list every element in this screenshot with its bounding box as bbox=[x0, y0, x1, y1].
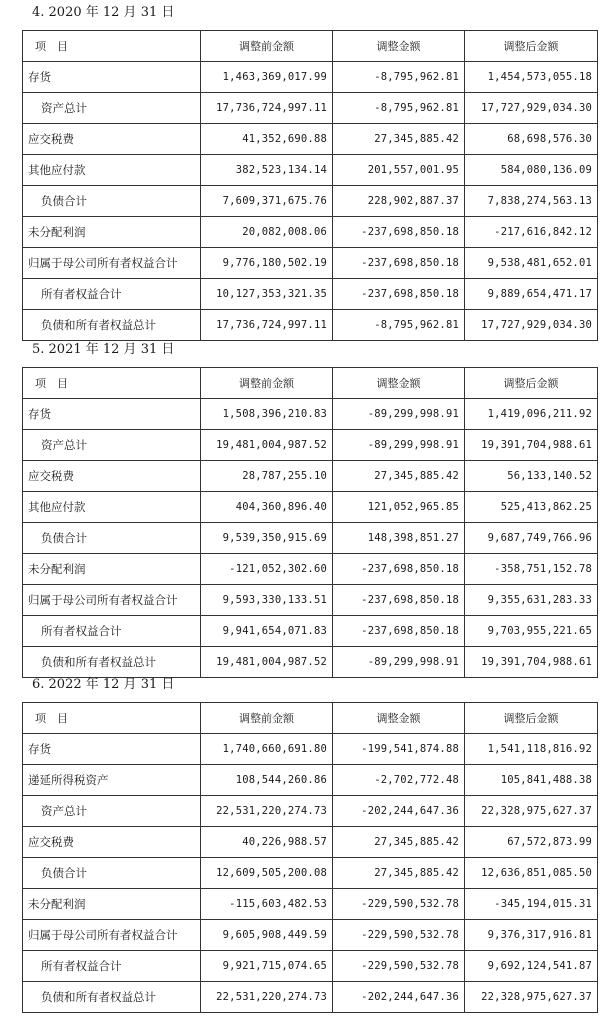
after-value: -345,194,015.31 bbox=[465, 889, 598, 920]
row-label: 资产总计 bbox=[23, 93, 201, 124]
row-label: 归属于母公司所有者权益合计 bbox=[23, 920, 201, 951]
table-header-row bbox=[23, 703, 598, 734]
table-row bbox=[23, 186, 598, 217]
before-value: 12,609,505,200.08 bbox=[201, 858, 333, 889]
row-label: 归属于母公司所有者权益合计 bbox=[23, 585, 201, 616]
before-value: 20,082,008.06 bbox=[201, 217, 333, 248]
before-value: 22,531,220,274.73 bbox=[201, 796, 333, 827]
before-value: -115,603,482.53 bbox=[201, 889, 333, 920]
adjustment-value: -2,702,772.48 bbox=[333, 765, 465, 796]
row-label: 负债合计 bbox=[23, 186, 201, 217]
table-row bbox=[23, 62, 598, 93]
table-row bbox=[23, 399, 598, 430]
table-row bbox=[23, 734, 598, 765]
before-value: 10,127,353,321.35 bbox=[201, 279, 333, 310]
after-value: 56,133,140.52 bbox=[465, 461, 598, 492]
table-row bbox=[23, 279, 598, 310]
table-row bbox=[23, 93, 598, 124]
after-value: 9,889,654,471.17 bbox=[465, 279, 598, 310]
after-value: 19,391,704,988.61 bbox=[465, 430, 598, 461]
adjustment-value: 27,345,885.42 bbox=[333, 461, 465, 492]
table-header-row bbox=[23, 31, 598, 62]
adjustment-table bbox=[22, 367, 598, 678]
row-label: 递延所得税资产 bbox=[23, 765, 201, 796]
row-label: 应交税费 bbox=[23, 461, 201, 492]
before-value: 1,508,396,210.83 bbox=[201, 399, 333, 430]
table-row bbox=[23, 889, 598, 920]
adjustment-value: -89,299,998.91 bbox=[333, 399, 465, 430]
adjustment-value: -202,244,647.36 bbox=[333, 796, 465, 827]
after-value: 22,328,975,627.37 bbox=[465, 982, 598, 1013]
adjustment-value: -202,244,647.36 bbox=[333, 982, 465, 1013]
header-item: 项 目 bbox=[23, 31, 201, 62]
before-value: 19,481,004,987.52 bbox=[201, 430, 333, 461]
row-label: 其他应付款 bbox=[23, 492, 201, 523]
adjustment-value: -229,590,532.78 bbox=[333, 951, 465, 982]
after-value: -358,751,152.78 bbox=[465, 554, 598, 585]
header-adjustment: 调整金额 bbox=[333, 368, 465, 399]
after-value: -217,616,842.12 bbox=[465, 217, 598, 248]
adjustment-value: -89,299,998.91 bbox=[333, 647, 465, 678]
table-row bbox=[23, 647, 598, 678]
adjustment-value: 228,902,887.37 bbox=[333, 186, 465, 217]
table-row bbox=[23, 858, 598, 889]
adjustment-value: -237,698,850.18 bbox=[333, 279, 465, 310]
table-row bbox=[23, 920, 598, 951]
before-value: 404,360,896.40 bbox=[201, 492, 333, 523]
row-label: 负债和所有者权益总计 bbox=[23, 647, 201, 678]
before-value: 1,740,660,691.80 bbox=[201, 734, 333, 765]
table-row bbox=[23, 217, 598, 248]
after-value: 19,391,704,988.61 bbox=[465, 647, 598, 678]
before-value: 382,523,134.14 bbox=[201, 155, 333, 186]
after-value: 12,636,851,085.50 bbox=[465, 858, 598, 889]
table-row bbox=[23, 616, 598, 647]
row-label: 所有者权益合计 bbox=[23, 616, 201, 647]
row-label: 应交税费 bbox=[23, 124, 201, 155]
section-title: 4. 2020 年 12 月 31 日 bbox=[32, 5, 175, 20]
adjustment-value: -237,698,850.18 bbox=[333, 616, 465, 647]
before-value: 28,787,255.10 bbox=[201, 461, 333, 492]
before-value: 9,776,180,502.19 bbox=[201, 248, 333, 279]
before-value: 7,609,371,675.76 bbox=[201, 186, 333, 217]
adjustment-value: -8,795,962.81 bbox=[333, 93, 465, 124]
after-value: 22,328,975,627.37 bbox=[465, 796, 598, 827]
row-label: 未分配利润 bbox=[23, 554, 201, 585]
row-label: 未分配利润 bbox=[23, 889, 201, 920]
before-value: 40,226,988.57 bbox=[201, 827, 333, 858]
header-after: 调整后金额 bbox=[465, 703, 598, 734]
table-row bbox=[23, 310, 598, 341]
table-row bbox=[23, 430, 598, 461]
table-row bbox=[23, 951, 598, 982]
after-value: 1,419,096,211.92 bbox=[465, 399, 598, 430]
after-value: 17,727,929,034.30 bbox=[465, 310, 598, 341]
row-label: 资产总计 bbox=[23, 430, 201, 461]
after-value: 9,376,317,916.81 bbox=[465, 920, 598, 951]
adjustment-value: 148,398,851.27 bbox=[333, 523, 465, 554]
row-label: 负债合计 bbox=[23, 523, 201, 554]
before-value: 22,531,220,274.73 bbox=[201, 982, 333, 1013]
adjustment-table bbox=[22, 30, 598, 341]
adjustment-table bbox=[22, 702, 598, 1013]
adjustment-value: -89,299,998.91 bbox=[333, 430, 465, 461]
adjustment-value: -229,590,532.78 bbox=[333, 889, 465, 920]
before-value: 17,736,724,997.11 bbox=[201, 93, 333, 124]
row-label: 存货 bbox=[23, 734, 201, 765]
row-label: 负债合计 bbox=[23, 858, 201, 889]
row-label: 存货 bbox=[23, 62, 201, 93]
before-value: 9,921,715,074.65 bbox=[201, 951, 333, 982]
adjustment-value: -229,590,532.78 bbox=[333, 920, 465, 951]
after-value: 9,692,124,541.87 bbox=[465, 951, 598, 982]
table-row bbox=[23, 765, 598, 796]
adjustment-value: -237,698,850.18 bbox=[333, 554, 465, 585]
adjustment-value: -237,698,850.18 bbox=[333, 217, 465, 248]
row-label: 负债和所有者权益总计 bbox=[23, 310, 201, 341]
table-row bbox=[23, 523, 598, 554]
after-value: 584,080,136.09 bbox=[465, 155, 598, 186]
header-before: 调整前金额 bbox=[201, 703, 333, 734]
table-row bbox=[23, 492, 598, 523]
adjustment-value: 27,345,885.42 bbox=[333, 124, 465, 155]
section-title: 5. 2021 年 12 月 31 日 bbox=[32, 342, 175, 357]
table-row bbox=[23, 796, 598, 827]
row-label: 应交税费 bbox=[23, 827, 201, 858]
row-label: 未分配利润 bbox=[23, 217, 201, 248]
after-value: 525,413,862.25 bbox=[465, 492, 598, 523]
header-after: 调整后金额 bbox=[465, 31, 598, 62]
header-before: 调整前金额 bbox=[201, 368, 333, 399]
header-adjustment: 调整金额 bbox=[333, 703, 465, 734]
row-label: 所有者权益合计 bbox=[23, 951, 201, 982]
after-value: 9,687,749,766.96 bbox=[465, 523, 598, 554]
before-value: 1,463,369,017.99 bbox=[201, 62, 333, 93]
row-label: 存货 bbox=[23, 399, 201, 430]
before-value: 9,941,654,071.83 bbox=[201, 616, 333, 647]
after-value: 9,355,631,283.33 bbox=[465, 585, 598, 616]
after-value: 1,541,118,816.92 bbox=[465, 734, 598, 765]
table-header-row bbox=[23, 368, 598, 399]
row-label: 资产总计 bbox=[23, 796, 201, 827]
before-value: 9,539,350,915.69 bbox=[201, 523, 333, 554]
adjustment-value: -237,698,850.18 bbox=[333, 248, 465, 279]
before-value: -121,052,302.60 bbox=[201, 554, 333, 585]
adjustment-value: -8,795,962.81 bbox=[333, 62, 465, 93]
row-label: 负债和所有者权益总计 bbox=[23, 982, 201, 1013]
before-value: 9,593,330,133.51 bbox=[201, 585, 333, 616]
adjustment-value: 27,345,885.42 bbox=[333, 827, 465, 858]
table-row bbox=[23, 461, 598, 492]
adjustment-value: -199,541,874.88 bbox=[333, 734, 465, 765]
header-before: 调整前金额 bbox=[201, 31, 333, 62]
table-row bbox=[23, 248, 598, 279]
before-value: 19,481,004,987.52 bbox=[201, 647, 333, 678]
section-title: 6. 2022 年 12 月 31 日 bbox=[32, 677, 175, 692]
before-value: 17,736,724,997.11 bbox=[201, 310, 333, 341]
before-value: 9,605,908,449.59 bbox=[201, 920, 333, 951]
before-value: 41,352,690.88 bbox=[201, 124, 333, 155]
adjustment-value: -8,795,962.81 bbox=[333, 310, 465, 341]
row-label: 所有者权益合计 bbox=[23, 279, 201, 310]
table-row bbox=[23, 827, 598, 858]
after-value: 1,454,573,055.18 bbox=[465, 62, 598, 93]
table-row bbox=[23, 585, 598, 616]
adjustment-value: 27,345,885.42 bbox=[333, 858, 465, 889]
row-label: 其他应付款 bbox=[23, 155, 201, 186]
before-value: 108,544,260.86 bbox=[201, 765, 333, 796]
header-after: 调整后金额 bbox=[465, 368, 598, 399]
after-value: 17,727,929,034.30 bbox=[465, 93, 598, 124]
header-item: 项 目 bbox=[23, 368, 201, 399]
after-value: 67,572,873.99 bbox=[465, 827, 598, 858]
table-row bbox=[23, 124, 598, 155]
after-value: 105,841,488.38 bbox=[465, 765, 598, 796]
row-label: 归属于母公司所有者权益合计 bbox=[23, 248, 201, 279]
table-row bbox=[23, 982, 598, 1013]
table-row bbox=[23, 155, 598, 186]
table-row bbox=[23, 554, 598, 585]
after-value: 9,538,481,652.01 bbox=[465, 248, 598, 279]
header-item: 项 目 bbox=[23, 703, 201, 734]
adjustment-value: 121,052,965.85 bbox=[333, 492, 465, 523]
adjustment-value: -237,698,850.18 bbox=[333, 585, 465, 616]
after-value: 7,838,274,563.13 bbox=[465, 186, 598, 217]
after-value: 9,703,955,221.65 bbox=[465, 616, 598, 647]
adjustment-value: 201,557,001.95 bbox=[333, 155, 465, 186]
header-adjustment: 调整金额 bbox=[333, 31, 465, 62]
after-value: 68,698,576.30 bbox=[465, 124, 598, 155]
